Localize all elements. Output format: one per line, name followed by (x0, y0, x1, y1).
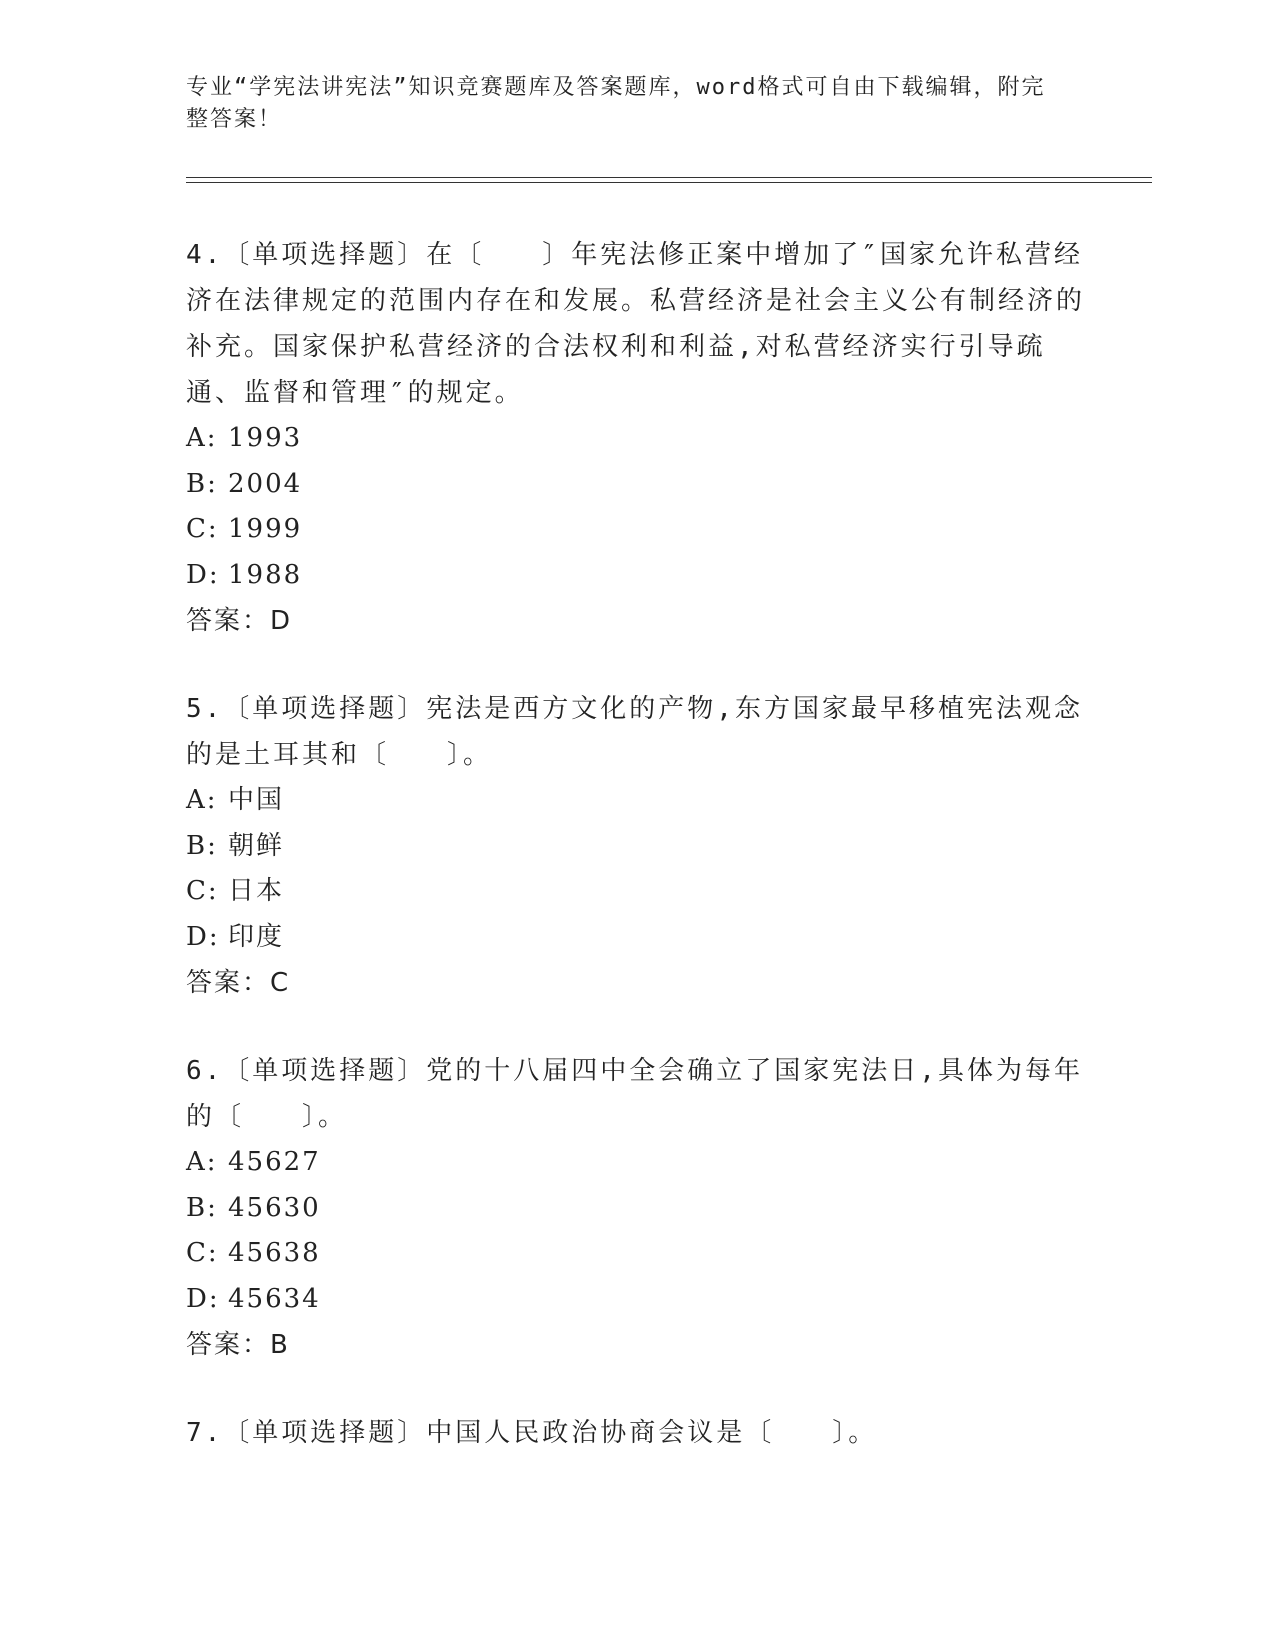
option-letter: D: (186, 1283, 220, 1314)
answer-line: 答案：B (186, 1330, 290, 1360)
option-a (186, 1140, 1086, 1186)
option-letter: B: (186, 830, 218, 861)
option-letter: D: (186, 921, 220, 952)
option-letter: A: (186, 1147, 218, 1177)
option-text: 45634 (228, 1283, 321, 1314)
option-a (186, 416, 1086, 462)
option-letter: D: (186, 559, 220, 590)
option-text: 2004 (228, 468, 303, 499)
option-letter: C: (186, 1238, 219, 1268)
option-text: 1999 (228, 514, 303, 544)
question-stem: 4.〔单项选择题〕在〔 〕年宪法修正案中增加了″国家允许私营经济在法律规定的范围内存在和发展。私营经济是社会主义公有制经济的补充。国家保护私营经济的合法权利和利益,对私营经济实行引导疏通、监督和管理″的规定。 (186, 240, 1086, 408)
question-5 (186, 686, 1086, 1006)
option-text: 朝鲜 (228, 830, 285, 861)
question-stem: 7.〔单项选择题〕中国人民政治协商会议是〔 〕。 (186, 1418, 878, 1448)
option-text: 日本 (228, 876, 285, 906)
question-list (186, 232, 1086, 1498)
answer-line: 答案：C (186, 968, 291, 998)
option-b (186, 824, 1086, 870)
option-a (186, 778, 1086, 824)
option-text: 45638 (228, 1238, 321, 1268)
question-6 (186, 1048, 1086, 1368)
option-letter: B: (186, 468, 218, 499)
option-text: 45627 (228, 1147, 321, 1177)
question-4 (186, 232, 1086, 644)
option-d (186, 915, 1086, 961)
option-letter: A: (186, 423, 218, 453)
header-divider-top (186, 177, 1152, 178)
option-letter: C: (186, 514, 219, 544)
option-letter: C: (186, 876, 219, 906)
option-text: 45630 (228, 1192, 321, 1223)
option-c (186, 1231, 1086, 1277)
option-text: 1988 (228, 559, 303, 590)
option-letter: B: (186, 1192, 218, 1223)
option-text: 印度 (228, 921, 285, 952)
answer-line: 答案：D (186, 606, 293, 636)
option-text: 中国 (228, 785, 285, 815)
option-b (186, 462, 1086, 508)
option-c (186, 507, 1086, 553)
document-header: 专业“学宪法讲宪法”知识竞赛题库及答案题库，word格式可自由下载编辑，附完整答案！ (186, 75, 1046, 132)
question-stem: 6.〔单项选择题〕党的十八届四中全会确立了国家宪法日,具体为每年的〔 〕。 (186, 1056, 1083, 1132)
option-b (186, 1186, 1086, 1232)
option-d (186, 553, 1086, 599)
option-c (186, 869, 1086, 915)
question-stem: 5.〔单项选择题〕宪法是西方文化的产物,东方国家最早移植宪法观念的是土耳其和〔 〕。 (186, 694, 1083, 770)
option-d (186, 1277, 1086, 1323)
question-7 (186, 1410, 1086, 1456)
option-text: 1993 (228, 423, 303, 453)
header-divider-bottom (186, 182, 1152, 183)
option-letter: A: (186, 785, 218, 815)
